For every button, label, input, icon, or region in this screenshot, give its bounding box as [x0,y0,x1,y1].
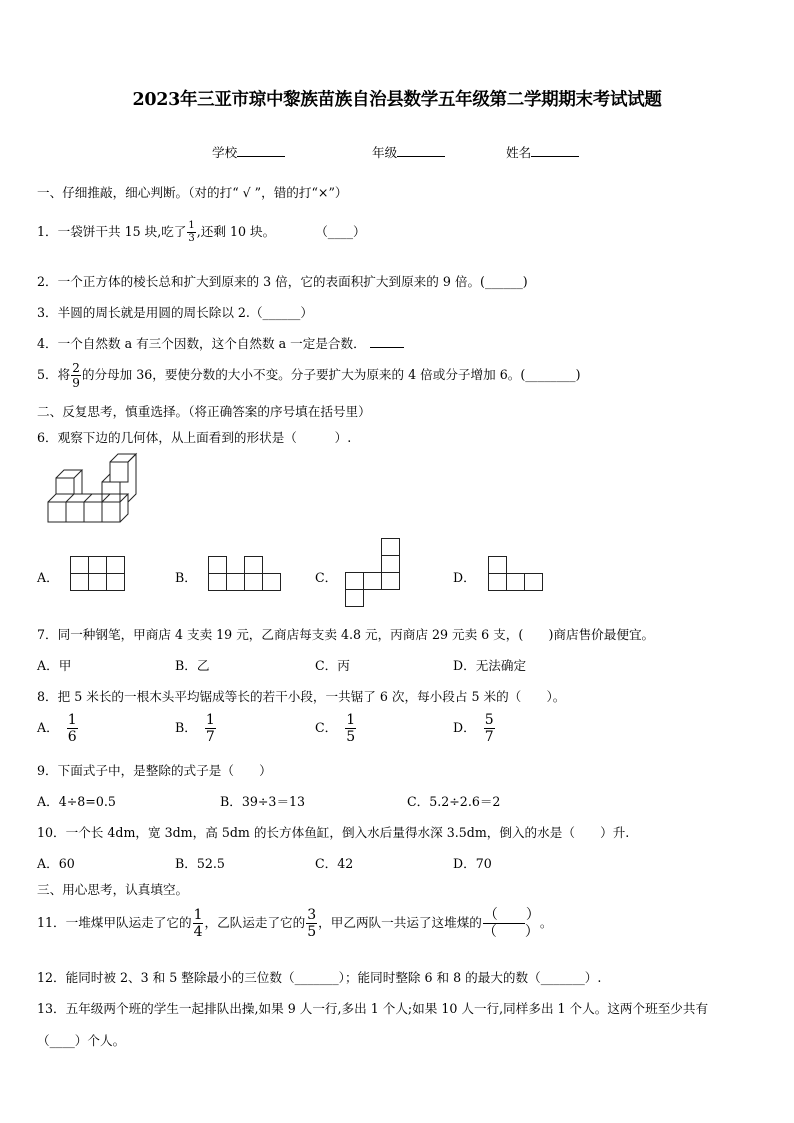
q10-option-c[interactable]: C．42 [315,856,354,871]
q6-option-c[interactable]: C． [315,570,338,585]
section-2-heading: 二、反复思考，慎重选择。（将正确答案的序号填在括号里） [37,404,371,419]
q6-shape-b [208,556,282,592]
q1-fraction: $\frac{1}{3}$ [188,220,195,244]
q10-option-d[interactable]: D．70 [453,856,492,871]
school-label: 学校 [212,145,238,160]
q11-answer-fraction[interactable]: $\frac{( )}{( )}$ [482,907,540,940]
q6-option-b[interactable]: B． [175,570,197,585]
page-title: 2023年三亚市琼中黎族苗族自治县数学五年级第二学期期末考试试题 [132,90,662,110]
question-2: 2．一个正方体的棱长总和扩大到原来的 3 倍，它的表面积扩大到原来的 9 倍。(______) [37,274,528,289]
q6-option-a[interactable]: A． [37,570,59,585]
q1-text: 1．一袋饼干共 15 块,吃了 [37,224,187,239]
grade-field[interactable] [372,142,445,161]
q1-answer-blank[interactable]: （____） [315,224,366,239]
name-label: 姓名 [506,145,532,160]
q8-option-a[interactable]: A． $\frac{1}{6}$ [37,712,77,745]
q7-option-c[interactable]: C．丙 [315,658,350,673]
q9-option-a[interactable]: A．4÷8=0.5 [37,794,116,809]
section-3-heading: 三、用心思考，认真填空。 [37,882,189,897]
q6-option-d[interactable]: D． [453,570,476,585]
grade-label: 年级 [372,145,398,160]
question-8: 8．把 5 米长的一根木头平均锯成等长的若干小段，一共锯了 6 次，每小段占 5 米的（ ）。 [37,689,566,704]
name-field[interactable] [506,142,579,161]
school-field[interactable] [212,142,285,161]
question-12: 12．能同时被 2、3 和 5 整除最小的三位数（_______）；能同时整除 6 和 8 的最大的数（_______）. [37,970,602,985]
question-11: 11．一堆煤甲队运走了它的 $\frac{1}{4}$ ，乙队运走了它的 $\frac{3}{5}$ ，甲乙两队一共运了这堆煤的 $\frac{( )}{( )}$ 。 [37,907,553,940]
question-13-line-1: 13．五年级两个班的学生一起排队出操,如果 9 人一行,多出 1 个人;如果 10 人一行,同样多出 1 个人。这两个班至少共有 [37,1001,709,1016]
q8-d-fraction: $\frac{5}{7}$ [484,712,494,745]
section-1-heading: 一、仔细推敲，细心判断。（对的打“ √ ”，错的打“×”） [37,185,348,200]
q6-shape-d [488,556,544,592]
q7-option-a[interactable]: A．甲 [37,658,72,673]
question-6: 6．观察下边的几何体，从上面看到的形状是（ ）. [37,430,352,445]
q6-shape-a [70,556,126,592]
q7-option-b[interactable]: B．乙 [175,658,210,673]
q10-option-b[interactable]: B．52.5 [175,856,225,871]
question-7: 7．同一种钢笔，甲商店 4 支卖 19 元，乙商店每支卖 4.8 元，丙商店 29 元卖 6 支，( )商店售价最便宜。 [37,627,655,642]
question-9: 9．下面式子中，是整除的式子是（ ） [37,763,272,778]
question-4: 4．一个自然数 a 有三个因数，这个自然数 a 一定是合数． [37,333,404,352]
q11-fraction-1: $\frac{1}{4}$ [193,907,203,940]
question-1: 1．一袋饼干共 15 块,吃了 $\frac{1}{3}$ ,还剩 10 块。 （____） [37,220,366,244]
q10-option-a[interactable]: A．60 [37,856,75,871]
q6-solid-figure [44,460,144,526]
q8-b-fraction: $\frac{1}{7}$ [205,712,215,745]
q9-option-b[interactable]: B．39÷3＝13 [220,794,306,809]
q6-shape-c [345,538,401,610]
q9-option-c[interactable]: C．5.2÷2.6＝2 [407,794,501,809]
q7-option-d[interactable]: D．无法确定 [453,658,527,673]
q11-fraction-2: $\frac{3}{5}$ [307,907,317,940]
q5-fraction: $\frac{2}{9}$ [72,361,80,390]
q8-c-fraction: $\frac{1}{5}$ [346,712,356,745]
question-10: 10．一个长 4dm，宽 3dm，高 5dm 的长方体鱼缸，倒入水后量得水深 3.5dm，倒入的水是（ ）升. [37,825,630,840]
q4-answer-blank[interactable] [370,347,404,348]
q8-a-fraction: $\frac{1}{6}$ [67,712,77,745]
question-5: 5．将 $\frac{2}{9}$ 的分母加 36，要使分数的大小不变。分子要扩大为原来的 4 倍或分子增加 6。(________) [37,361,581,390]
question-13-line-2: （____）个人。 [37,1033,126,1048]
q8-option-b[interactable]: B． $\frac{1}{7}$ [175,712,215,745]
q8-option-d[interactable]: D． $\frac{5}{7}$ [453,712,494,745]
question-3: 3．半圆的周长就是用圆的周长除以 2.（______） [37,305,313,320]
q8-option-c[interactable]: C． $\frac{1}{5}$ [315,712,356,745]
